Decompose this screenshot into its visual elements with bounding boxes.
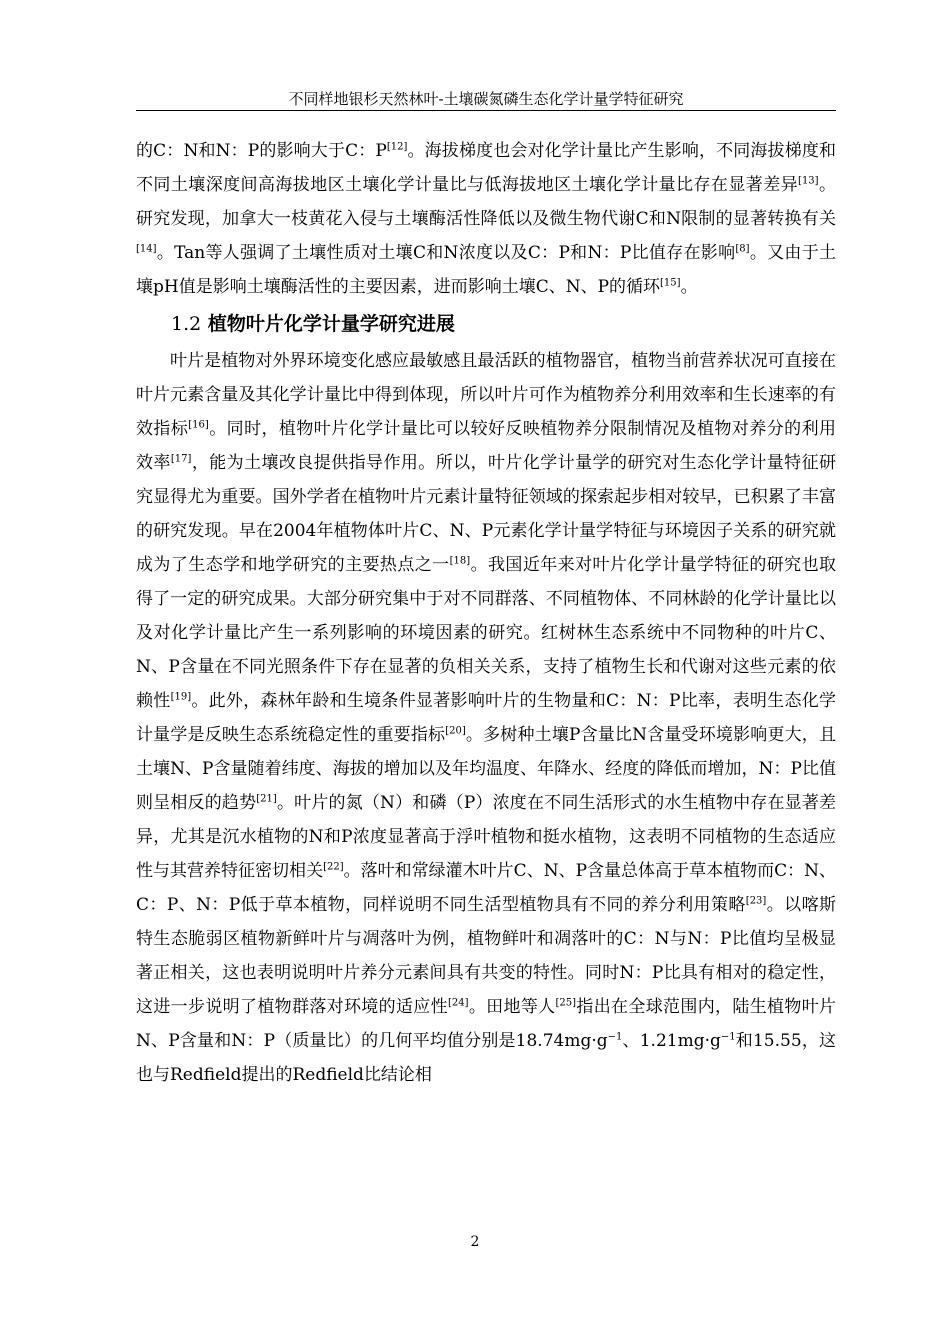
citation-marker: [18] [449, 555, 471, 567]
citation-marker: [24] [447, 997, 469, 1009]
section-number: 1.2 [171, 313, 202, 335]
section-title: 植物叶片化学计量学研究进展 [207, 313, 455, 335]
citation-marker: [17] [170, 453, 192, 465]
citation-marker: [22] [323, 861, 344, 873]
unit-exponent: −1 [607, 1031, 623, 1043]
citation-marker: [8] [735, 243, 750, 255]
citation-marker: [19] [170, 691, 192, 703]
running-header: 不同样地银杉天然林叶-土壤碳氮磷生态化学计量学特征研究 [288, 90, 684, 108]
paragraph-leaf-stoichiometry: 叶片是植物对外界环境变化感应最敏感且最活跃的植物器官，植物当前营养状况可直接在叶片元素含量及其化学计量比中得到体现，所以叶片可作为植物养分利用效率和生长速率的有效指标[16]。同时，植物叶片化学计量比可以较好反映植物养分限制情况及植物对养分的利用效率[17]，能为土壤改良提供指导作用。所以，叶片化学计量学的研究对生态化学计量特征研究显得尤为重要。国外学者在植物叶片元素计量特征领域的探索起步相对较早，已积累了丰富的研究发现。早在2004年植物体叶片C、N、P元素化学计量学特征与环境因子关系的研究就成为了生态学和地学研究的主要热点之一[18]。我国近年来对叶片化学计量学特征的研究也取得了一定的研究成果。大部分研究集中于对不同群落、不同植物体、不同林龄的化学计量比以及对化学计量比产生一系列影响的环境因素的研究。红树林生态系统中不同物种的叶片C、N、P含量在不同光照条件下存在显著的负相关关系，支持了植物生长和代谢对这些元素的依赖性[19]。此外，森林年龄和生境条件显著影响叶片的生物量和C：N：P比率，表明生态化学计量学是反映生态系统稳定性的重要指标[20]。多树种土壤P含量比N含量受环境影响更大，且土壤N、P含量随着纬度、海拔的增加以及年均温度、年降水、经度的降低而增加，N：P比值则呈相反的趋势[21]。叶片的氮（N）和磷（P）浓度在不同生活形式的水生植物中存在显著差异，尤其是沉水植物的N和P浓度显著高于浮叶植物和挺水植物，这表明不同植物的生态适应性与其营养特征密切相关[22]。落叶和常绿灌木叶片C、N、P含量总体高于草本植物而C：N、C：P、N：P低于草本植物，同样说明不同生活型植物具有不同的养分利用策略[23]。以喀斯特生态脆弱区植物新鲜叶片与凋落叶为例，植物鲜叶和凋落叶的C：N与N：P比值均呈极显著正相关，这也表明说明叶片养分元素间具有共变的特性。同时N：P比具有相对的稳定性，这进一步说明了植物群落对环境的适应性[24]。田地等人[25]指出在全球范围内，陆生植物叶片N、P含量和N：P（质量比）的几何平均值分别是$18.74mg\cdot g^{-1}$、$1.21mg\cdot g^{-1}$和15.55，这也与Redfield提出的Redfield比结论相 [136, 351, 837, 1085]
citation-marker: [20] [445, 725, 466, 737]
body-text [136, 134, 836, 1092]
citation-marker: [25] [555, 997, 577, 1009]
section-heading [136, 304, 836, 344]
citation-marker: [13] [798, 175, 819, 187]
citation-marker: [23] [745, 895, 767, 907]
citation-marker: [21] [256, 793, 277, 805]
page-number: 2 [470, 1234, 480, 1250]
header-rule [136, 110, 836, 111]
citation-marker: [16] [188, 419, 209, 431]
unit-exponent: −1 [720, 1031, 736, 1043]
paragraph-continued: 的C：N和N：P的影响大于C：P[12]。海拔梯度也会对化学计量比产生影响，不同海拔梯度和不同土壤深度间高海拔地区土壤化学计量比与低海拔地区土壤化学计量比存在显著差异[13]。研究发现，加拿大一枝黄花入侵与土壤酶活性降低以及微生物代谢C和N限制的显著转换有关[14]。Tan等人强调了土壤性质对土壤C和N浓度以及C：P和N：P比值存在影响[8]。又由于土壤pH值是影响土壤酶活性的主要因素，进而影响土壤C、N、P的循环[15]。 [136, 141, 837, 297]
citation-marker: [12] [386, 141, 408, 153]
citation-marker: [14] [136, 243, 157, 255]
citation-marker: [15] [660, 277, 681, 289]
